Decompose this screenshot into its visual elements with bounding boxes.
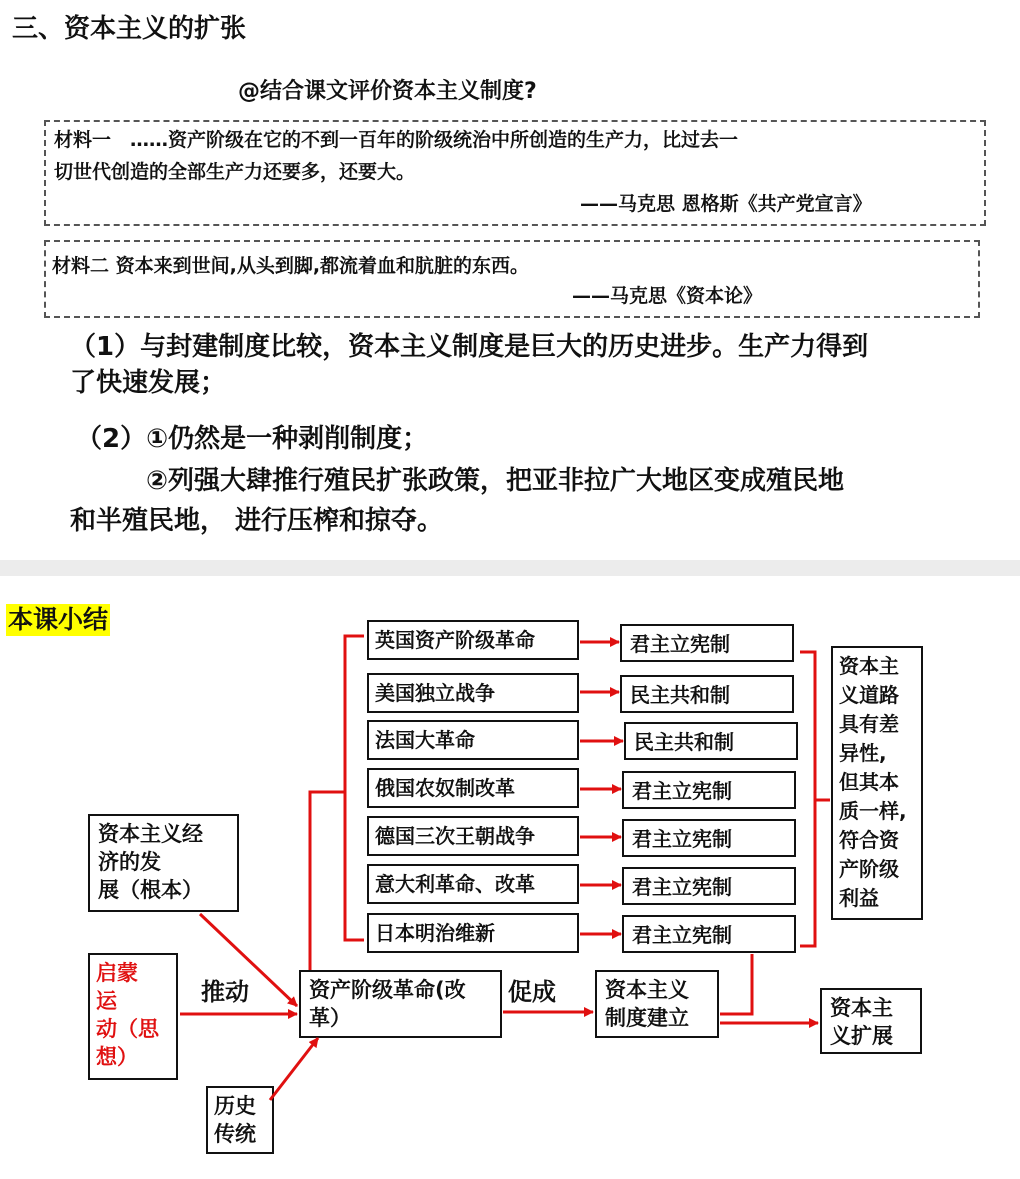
answer-two-line2: ②列强大肆推行殖民扩张政策，把亚非拉广大地区变成殖民地 xyxy=(146,466,845,496)
revolution-line: 资产阶级革命(改 xyxy=(309,978,466,1002)
events-bracket xyxy=(345,636,364,940)
established-up-link xyxy=(720,954,752,1014)
economy-line: 展（根本） xyxy=(98,878,203,902)
material-one-line2: 切世代创造的全部生产力还要多，还要大。 xyxy=(54,161,416,183)
enlightenment-line: 想） xyxy=(96,1045,138,1069)
answer-two-line1: （2）①仍然是一种剥削制度； xyxy=(76,424,429,454)
economy-line: 资本主义经 xyxy=(98,822,203,846)
conclusion-line: 符合资 xyxy=(839,828,899,852)
promote-label: 促成 xyxy=(508,978,556,1006)
system-label: 君主立宪制 xyxy=(632,923,732,947)
conclusion-line: 产阶级 xyxy=(839,857,899,881)
arrow-history xyxy=(270,1038,318,1100)
material-two-source: ——马克思《资本论》 xyxy=(572,285,763,307)
conclusion-line: 义道路 xyxy=(839,683,899,707)
system-label: 君主立宪制 xyxy=(632,875,732,899)
enlightenment-line: 运 xyxy=(96,989,117,1013)
summary-label: 本课小结 xyxy=(8,605,109,634)
conclusion-line: 异性, xyxy=(839,741,887,765)
conclusion-line: 利益 xyxy=(839,886,879,910)
material-one-line1: 材料一 ……资产阶级在它的不到一百年的阶级统治中所创造的生产力，比过去一 xyxy=(54,129,739,151)
material-two-line1: 材料二 资本来到世间,从头到脚,都流着血和肮脏的东西。 xyxy=(52,255,530,277)
event-label: 德国三次王朝战争 xyxy=(375,824,535,848)
enlightenment-line: 启蒙 xyxy=(96,961,138,985)
enlightenment-line: 动（思 xyxy=(96,1017,159,1041)
system-label: 君主立宪制 xyxy=(630,632,730,656)
material-one-source: ——马克思 恩格斯《共产党宣言》 xyxy=(580,193,872,215)
system-label: 君主立宪制 xyxy=(632,779,732,803)
push-label: 推动 xyxy=(201,978,249,1006)
question: @结合课文评价资本主义制度? xyxy=(238,79,537,104)
arrow-economy xyxy=(200,914,297,1006)
answer-two-line3: 和半殖民地， 进行压榨和掠夺。 xyxy=(70,506,444,536)
event-label: 俄国农奴制改革 xyxy=(375,776,515,800)
systems-bracket xyxy=(800,652,815,946)
conclusion-line: 质一样, xyxy=(839,799,907,823)
system-established-line: 资本主义 xyxy=(605,978,689,1002)
answer-one-line2: 了快速发展； xyxy=(70,368,227,398)
revolution-to-bracket xyxy=(310,792,345,970)
system-established-line: 制度建立 xyxy=(605,1006,689,1030)
event-label: 日本明治维新 xyxy=(375,921,495,945)
section-title: 三、资本主义的扩张 xyxy=(12,14,247,44)
answer-one-line1: （1）与封建制度比较，资本主义制度是巨大的历史进步。生产力得到 xyxy=(70,332,869,362)
history-line: 历史 xyxy=(214,1094,256,1118)
event-label: 英国资产阶级革命 xyxy=(375,628,535,652)
conclusion-line: 具有差 xyxy=(839,712,899,736)
revolution-line: 革） xyxy=(309,1006,351,1030)
expansion-line: 资本主 xyxy=(830,996,893,1020)
conclusion-line: 但其本 xyxy=(839,770,899,794)
history-line: 传统 xyxy=(214,1122,256,1146)
economy-line: 济的发 xyxy=(98,850,161,874)
system-label: 民主共和制 xyxy=(630,683,730,707)
conclusion-line: 资本主 xyxy=(839,654,899,678)
system-label: 民主共和制 xyxy=(634,730,734,754)
event-label: 法国大革命 xyxy=(375,728,475,752)
event-label: 意大利革命、改革 xyxy=(375,872,535,896)
system-label: 君主立宪制 xyxy=(632,827,732,851)
event-label: 美国独立战争 xyxy=(375,681,495,705)
expansion-line: 义扩展 xyxy=(830,1024,893,1048)
